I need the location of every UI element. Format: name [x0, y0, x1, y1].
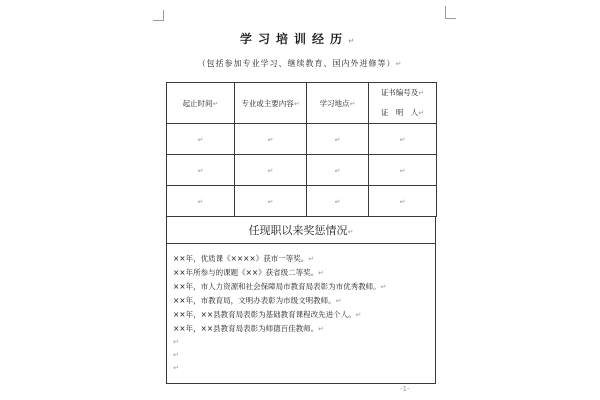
- list-item: ××年所参与的课题《××》获省级二等奖。↵: [173, 268, 325, 277]
- page-number: -1-: [400, 385, 410, 393]
- table-cell[interactable]: ↵: [167, 155, 235, 186]
- table-cell[interactable]: ↵: [369, 155, 437, 186]
- header-period: 起止时间↵: [167, 83, 235, 124]
- margin-corner-top-right: [445, 6, 456, 19]
- paragraph-mark-icon: ↵: [347, 228, 354, 236]
- paragraph-mark-icon: ↵: [348, 37, 360, 45]
- table-cell[interactable]: ↵: [369, 124, 437, 155]
- document-subtitle: [0, 58, 600, 69]
- table-cell[interactable]: ↵: [167, 186, 235, 217]
- margin-corner-top-left: [153, 10, 164, 21]
- table-cell[interactable]: ↵: [369, 186, 437, 217]
- table-cell[interactable]: ↵: [307, 186, 369, 217]
- title-text: 学习培训经历: [240, 32, 349, 46]
- header-certificate: 证书编号及↵ 证 明 人↵: [369, 83, 437, 124]
- list-item: ××年，××县教育局表彰为基础教育课程改先进个人。↵: [173, 310, 362, 319]
- paragraph-mark-icon: ↵: [173, 351, 179, 359]
- table-cell[interactable]: ↵: [235, 186, 307, 217]
- header-content: 专业或主要内容↵: [235, 83, 307, 124]
- subtitle-text: （包括参加专业学习、继续教育、国内外进修等）: [197, 59, 396, 68]
- awards-section-title: 任现职以来奖惩情况↵: [166, 217, 436, 244]
- table-cell[interactable]: ↵: [307, 124, 369, 155]
- list-item: ××年，××县教育局表彰为师德百佳教师。↵: [173, 324, 325, 333]
- table-row: [167, 155, 437, 186]
- table-header-row: [167, 83, 437, 124]
- training-table: [166, 82, 437, 217]
- awards-list[interactable]: [166, 244, 436, 384]
- table-cell[interactable]: ↵: [235, 155, 307, 186]
- paragraph-mark-icon: ↵: [395, 60, 403, 68]
- header-location: 学习地点↵: [307, 83, 369, 124]
- table-cell[interactable]: ↵: [235, 124, 307, 155]
- table-cell[interactable]: ↵: [307, 155, 369, 186]
- list-item: ××年，市教育局，文明办表彰为市级文明教师。↵: [173, 296, 342, 305]
- table-row: [167, 124, 437, 155]
- document-title: [0, 30, 600, 47]
- list-item: ××年，市人力资源和社会保障局市教育局表彰为市优秀教师。↵: [173, 282, 387, 291]
- list-item: ××年，优质课《××××》获市一等奖。↵: [173, 254, 315, 263]
- paragraph-mark-icon: ↵: [173, 338, 179, 346]
- paragraph-mark-icon: ↵: [173, 364, 179, 372]
- table-cell[interactable]: ↵: [167, 124, 235, 155]
- table-row: [167, 186, 437, 217]
